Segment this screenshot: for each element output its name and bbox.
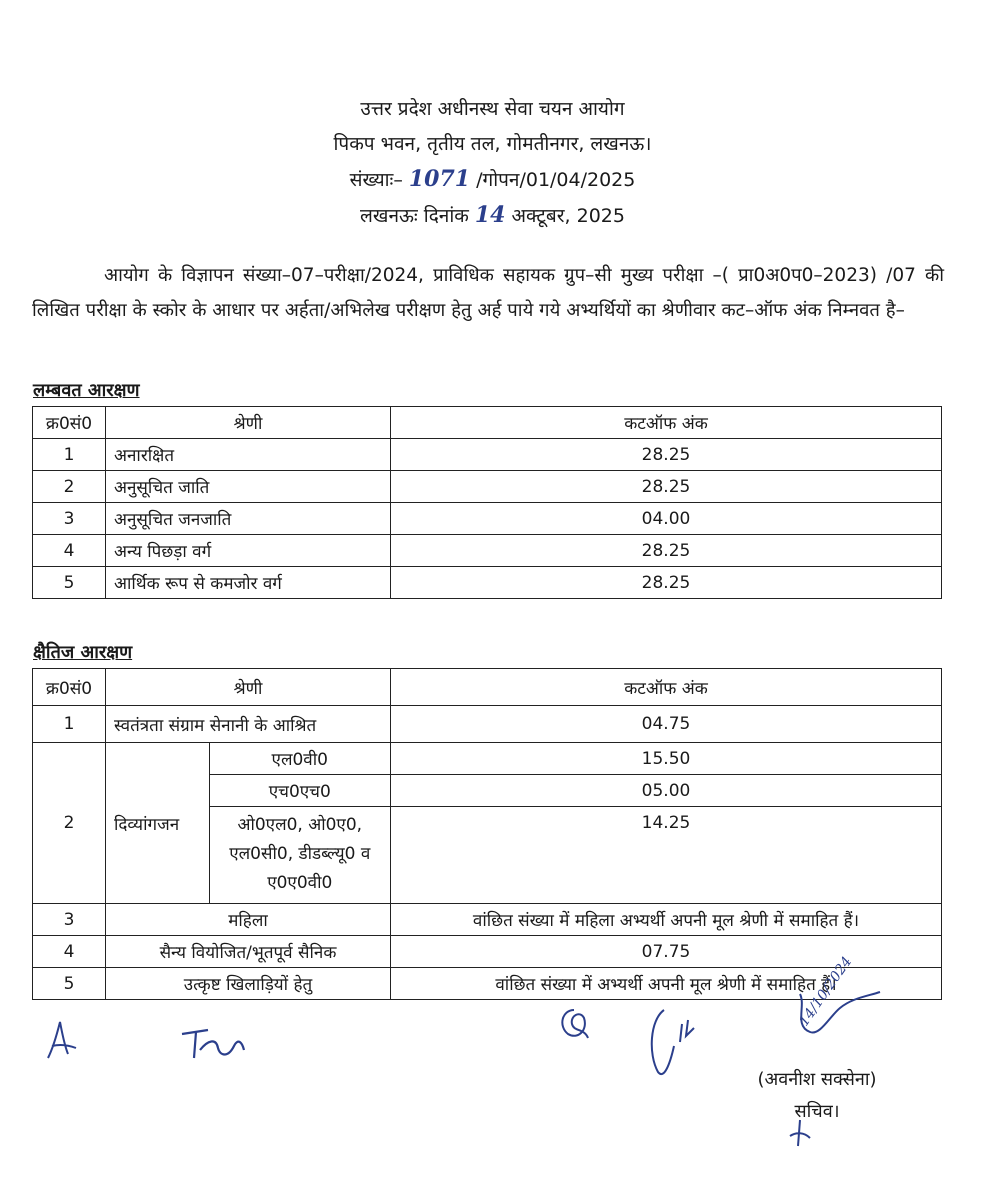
row-sno: 2	[33, 743, 106, 904]
table-row	[33, 503, 942, 535]
sub-cutoff: 15.50	[391, 743, 942, 775]
horizontal-reservation-table	[32, 668, 942, 1000]
row-cutoff: 04.75	[391, 706, 942, 743]
row-category: अनुसूचित जनजाति	[106, 503, 391, 535]
date-prefix: लखनऊः दिनांक	[360, 205, 469, 227]
row-category: आर्थिक रूप से कमजोर वर्ग	[106, 567, 391, 599]
table-row	[33, 904, 942, 936]
signatory-title: सचिव।	[794, 1101, 840, 1122]
row-category: महिला	[106, 904, 391, 936]
sub-cutoff: 14.25	[391, 807, 942, 904]
row-category: अनुसूचित जाति	[106, 471, 391, 503]
reference-suffix: /गोपन/01/04/2025	[476, 169, 636, 191]
row-sno: 3	[33, 503, 106, 535]
initial-signature-1	[40, 1018, 80, 1062]
vertical-reservation-heading: लम्बवत आरक्षण	[33, 380, 140, 401]
date-line	[0, 198, 985, 234]
table-header-row	[33, 407, 942, 439]
row-category: अन्य पिछड़ा वर्ग	[106, 535, 391, 567]
signatory-name: (अवनीश सक्सेना)	[757, 1069, 877, 1090]
row-category: उत्कृष्ट खिलाड़ियों हेतु	[106, 968, 391, 1000]
sub-cutoff: 05.00	[391, 775, 942, 807]
row-category: सैन्य वियोजित/भूतपूर्व सैनिक	[106, 936, 391, 968]
col-category-header: श्रेणी	[106, 669, 391, 706]
table-row	[33, 535, 942, 567]
row-sno: 4	[33, 936, 106, 968]
row-sno: 2	[33, 471, 106, 503]
col-sno-header: क्र0सं0	[33, 407, 106, 439]
intro-paragraph	[32, 258, 944, 328]
notice-header	[0, 92, 985, 234]
secretary-handwritten-date: 14/10/2024	[796, 953, 856, 1030]
reference-line	[0, 162, 985, 198]
vertical-reservation-table	[32, 406, 942, 599]
table-header-row	[33, 669, 942, 706]
row-sno: 5	[33, 968, 106, 1000]
row-category: अनारक्षित	[106, 439, 391, 471]
commission-address: पिकप भवन, तृतीय तल, गोमतीनगर, लखनऊ।	[333, 133, 652, 155]
row-sno: 4	[33, 535, 106, 567]
row-cutoff: 28.25	[391, 471, 942, 503]
row-cutoff: 28.25	[391, 567, 942, 599]
intro-paragraph-text: आयोग के विज्ञापन संख्या–07–परीक्षा/2024, प्राविधिक सहायक ग्रुप–सी मुख्य परीक्षा –( प्रा0अ0प0–2023) /07 की लिखित परीक्षा के स्कोर के आधार पर अर्हता/अभिलेख परीक्षण हेतु अर्ह पाये गये अभ्यर्थियों का श्रेणीवार कट–ऑफ अंक निम्नवत है–	[32, 265, 944, 321]
col-cutoff-header: कटऑफ अंक	[391, 669, 942, 706]
row-cutoff: 28.25	[391, 439, 942, 471]
date-suffix: अक्टूबर, 2025	[511, 205, 625, 227]
table-row	[33, 706, 942, 743]
initial-signature-3	[554, 1004, 594, 1044]
initial-signature-2	[178, 1020, 250, 1064]
row-sno: 3	[33, 904, 106, 936]
table-row	[33, 936, 942, 968]
sub-type: एल0वी0	[209, 743, 390, 775]
row-category: दिव्यांगजन	[106, 743, 210, 904]
date-day: 14	[474, 202, 506, 228]
table-row	[33, 439, 942, 471]
row-cutoff: 07.75	[391, 936, 942, 968]
sub-type: एच0एच0	[209, 775, 390, 807]
initial-signature-4	[644, 1006, 704, 1082]
reference-number: 1071	[408, 166, 471, 192]
row-category: स्वतंत्रता संग्राम सेनानी के आश्रित	[106, 706, 391, 743]
reference-prefix: संख्याः–	[349, 169, 403, 191]
secretary-signature	[780, 986, 890, 1066]
table-row	[33, 471, 942, 503]
signatory-block	[742, 1064, 892, 1128]
col-cutoff-header: कटऑफ अंक	[391, 407, 942, 439]
horizontal-reservation-heading: क्षैतिज आरक्षण	[33, 642, 133, 663]
row-cutoff: 28.25	[391, 535, 942, 567]
sub-type: ओ0एल0, ओ0ए0, एल0सी0, डीडब्ल्यू0 व ए0ए0वी0	[209, 807, 390, 904]
row-sno: 1	[33, 439, 106, 471]
table-row	[33, 743, 942, 775]
table-row	[33, 567, 942, 599]
row-sno: 5	[33, 567, 106, 599]
col-category-header: श्रेणी	[106, 407, 391, 439]
row-cutoff: वांछित संख्या में अभ्यर्थी अपनी मूल श्रेणी में समाहित हैं।	[391, 968, 942, 1000]
row-sno: 1	[33, 706, 106, 743]
commission-name: उत्तर प्रदेश अधीनस्थ सेवा चयन आयोग	[360, 98, 625, 120]
col-sno-header: क्र0सं0	[33, 669, 106, 706]
row-cutoff: वांछित संख्या में महिला अभ्यर्थी अपनी मूल श्रेणी में समाहित हैं।	[391, 904, 942, 936]
row-cutoff: 04.00	[391, 503, 942, 535]
